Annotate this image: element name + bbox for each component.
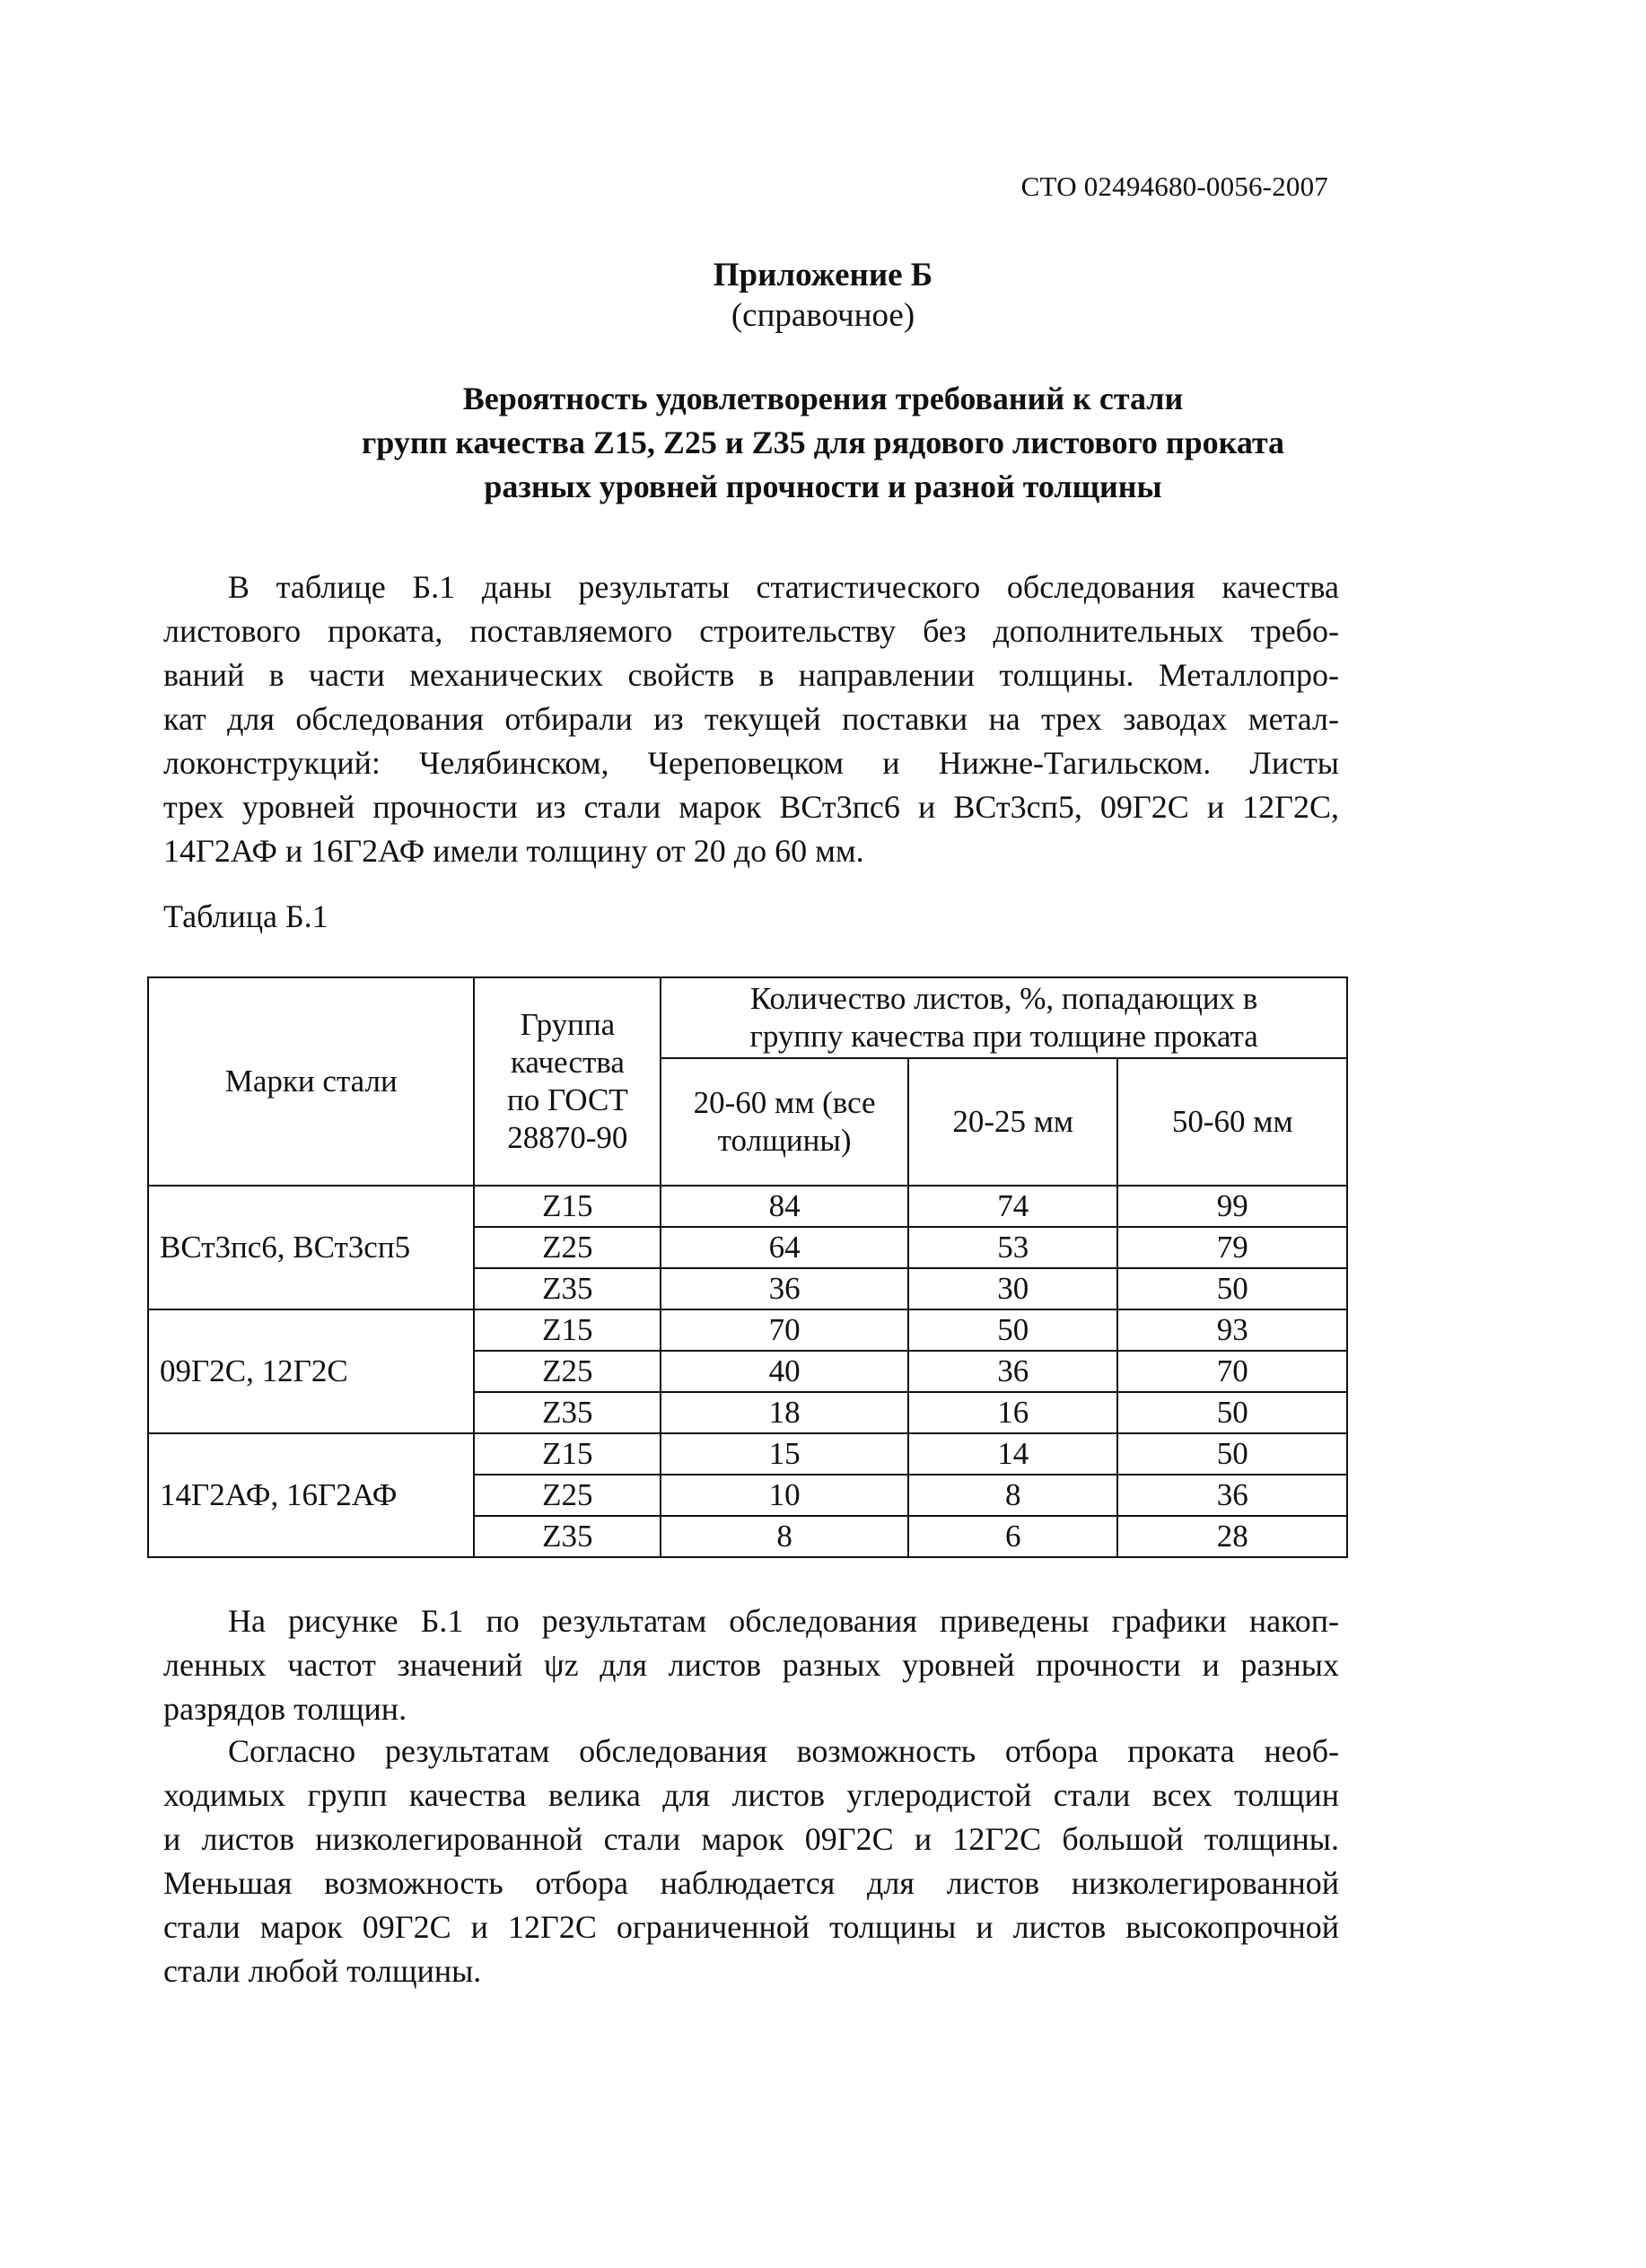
text-line: Согласно результатам обследования возможность отбора проката необ- [228, 1733, 1339, 1769]
value-cell: 6 [908, 1516, 1118, 1557]
header-thickness-all: 20-60 мм (все толщины) [661, 1058, 908, 1186]
value-cell: 70 [1117, 1351, 1347, 1392]
quality-cell: Z25 [474, 1227, 661, 1268]
quality-cell: Z35 [474, 1268, 661, 1309]
table-row [148, 1186, 1347, 1227]
conclusion-paragraph [163, 1729, 1339, 1993]
quality-cell: Z35 [474, 1516, 661, 1557]
quality-cell: Z15 [474, 1433, 661, 1475]
table-row [148, 1309, 1347, 1351]
value-cell: 8 [908, 1475, 1118, 1516]
table-row [148, 1433, 1347, 1475]
text-line: и листов низколегированной стали марок 09Г2С и 12Г2С большой толщины. [163, 1821, 1339, 1857]
value-cell: 53 [908, 1227, 1118, 1268]
heading-line: разных уровней прочности и разной толщины [484, 468, 1162, 504]
text-line: листового проката, поставляемого строительству без дополнительных требо- [163, 613, 1339, 649]
value-cell: 50 [1117, 1268, 1347, 1309]
text-line: В таблице Б.1 даны результаты статистического обследования качества [228, 569, 1339, 605]
value-cell: 15 [661, 1433, 908, 1475]
value-cell: 74 [908, 1186, 1118, 1227]
header-thickness-50-60: 50-60 мм [1117, 1058, 1347, 1186]
value-cell: 10 [661, 1475, 908, 1516]
value-cell: 79 [1117, 1227, 1347, 1268]
quality-cell: Z35 [474, 1392, 661, 1433]
text-line: стали любой толщины. [163, 1953, 482, 1989]
quality-cell: Z15 [474, 1309, 661, 1351]
text-line: стали марок 09Г2С и 12Г2С ограниченной толщины и листов высокопрочной [163, 1909, 1339, 1945]
text-line: локонструкций: Челябинском, Череповецком и Нижне-Тагильском. Листы [163, 745, 1339, 781]
value-cell: 36 [661, 1268, 908, 1309]
text-line: трех уровней прочности из стали марок ВСт3пс6 и ВСт3сп5, 09Г2С и 12Г2С, [163, 789, 1339, 825]
value-cell: 40 [661, 1351, 908, 1392]
appendix-note: (справочное) [731, 297, 915, 334]
text-line: ходимых групп качества велика для листов углеродистой стали всех толщин [163, 1777, 1339, 1813]
table-caption: Таблица Б.1 [163, 898, 328, 934]
text-line: 14Г2АФ и 16Г2АФ имели толщину от 20 до 60 мм. [163, 833, 864, 869]
quality-cell: Z25 [474, 1475, 661, 1516]
quality-cell: Z15 [474, 1186, 661, 1227]
steel-grade-cell: ВСт3пс6, ВСт3сп5 [148, 1186, 474, 1309]
value-cell: 14 [908, 1433, 1118, 1475]
figure-paragraph [163, 1599, 1339, 1731]
text-line: кат для обследования отбирали из текущей поставки на трех заводах метал- [163, 701, 1339, 737]
text-line: ленных частот значений ψz для листов разных уровней прочности и разных [163, 1647, 1339, 1683]
value-cell: 93 [1117, 1309, 1347, 1351]
value-cell: 18 [661, 1392, 908, 1433]
steel-grade-cell: 09Г2С, 12Г2С [148, 1309, 474, 1433]
text-line: ваний в части механических свойств в направлении толщины. Металлопро- [163, 657, 1339, 693]
steel-quality-table [147, 976, 1348, 1558]
text-line: На рисунке Б.1 по результатам обследования приведены графики накоп- [228, 1603, 1339, 1639]
header-sheet-count: Количество листов, %, попадающих в группу качества при толщине проката [661, 977, 1347, 1058]
value-cell: 28 [1117, 1516, 1347, 1557]
header-quality-group: Группа качества по ГОСТ 28870-90 [474, 977, 661, 1186]
value-cell: 50 [908, 1309, 1118, 1351]
heading-line: групп качества Z15, Z25 и Z35 для рядового листового проката [361, 425, 1285, 460]
intro-paragraph [163, 565, 1339, 873]
value-cell: 50 [1117, 1433, 1347, 1475]
value-cell: 36 [1117, 1475, 1347, 1516]
value-cell: 84 [661, 1186, 908, 1227]
value-cell: 8 [661, 1516, 908, 1557]
heading-line: Вероятность удовлетворения требований к стали [462, 381, 1184, 416]
header-steel-grade: Марки стали [148, 977, 474, 1186]
text-line: Меньшая возможность отбора наблюдается для листов низколегированной [163, 1865, 1339, 1901]
value-cell: 99 [1117, 1186, 1347, 1227]
value-cell: 36 [908, 1351, 1118, 1392]
section-heading [0, 377, 1646, 509]
quality-cell: Z25 [474, 1351, 661, 1392]
value-cell: 30 [908, 1268, 1118, 1309]
value-cell: 16 [908, 1392, 1118, 1433]
header-thickness-20-25: 20-25 мм [908, 1058, 1118, 1186]
text-line: разрядов толщин. [163, 1691, 407, 1727]
document-code: СТО 02494680-0056-2007 [1020, 171, 1328, 202]
value-cell: 70 [661, 1309, 908, 1351]
value-cell: 64 [661, 1227, 908, 1268]
value-cell: 50 [1117, 1392, 1347, 1433]
steel-grade-cell: 14Г2АФ, 16Г2АФ [148, 1433, 474, 1557]
appendix-title: Приложение Б [713, 257, 933, 293]
